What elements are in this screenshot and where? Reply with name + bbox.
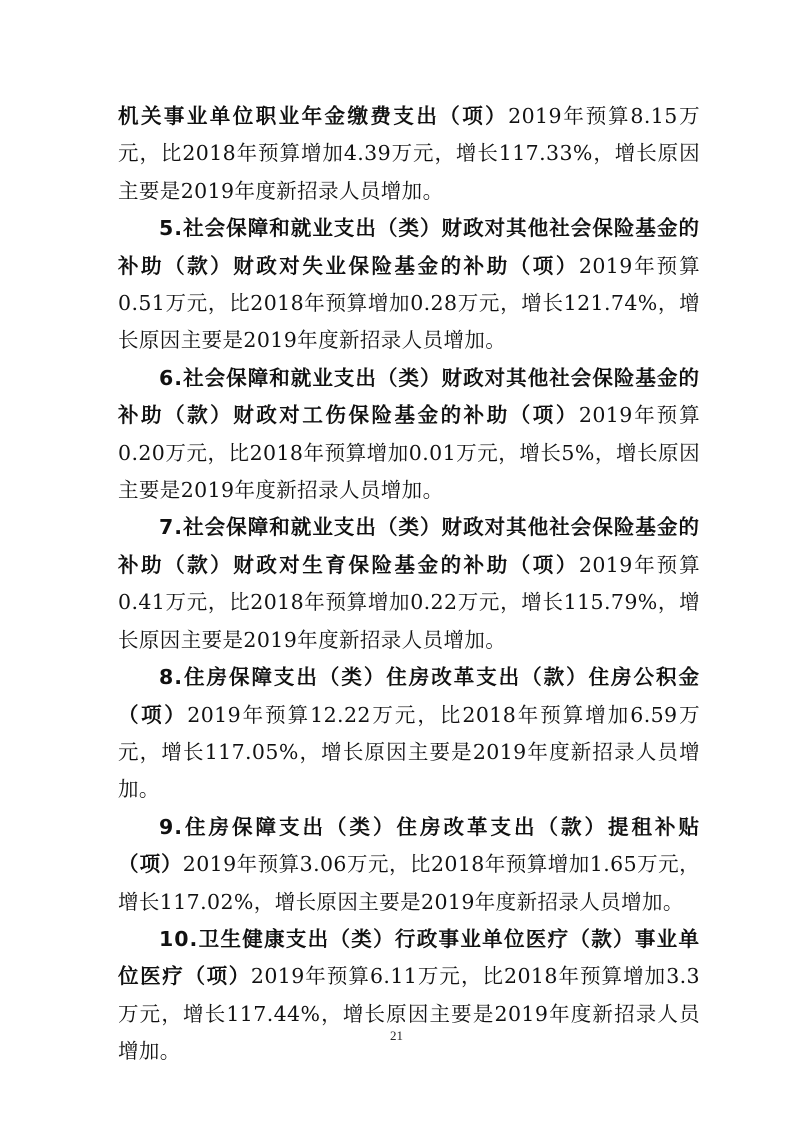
paragraph-heading: 6.社会保障和就业支出（类）财政对其他社会保险基金的补助（款）财政对工伤保险基金的补助（项） <box>118 365 700 428</box>
paragraph-item-7 <box>118 509 700 659</box>
paragraph-item-5 <box>118 210 700 360</box>
paragraph-item-10 <box>118 921 700 1071</box>
paragraph-heading: 5.社会保障和就业支出（类）财政对其他社会保险基金的补助（款）财政对失业保险基金的补助（项） <box>118 216 700 278</box>
paragraph-item-9 <box>118 809 700 921</box>
paragraph-heading: 10.卫生健康支出（类）行政事业单位医疗（款）事业单位医疗（项） <box>118 926 700 989</box>
paragraph-item-6 <box>118 360 700 510</box>
paragraph-item-8 <box>118 659 700 809</box>
paragraph-text: 2019年预算0.41万元，比2018年预算增加0.22万元，增长115.79%，增长原因主要是2019年度新招录人员增加。 <box>118 552 700 652</box>
paragraph-text: 2019年预算12.22万元，比2018年预算增加6.59万元，增长117.05%，增长原因主要是2019年度新招录人员增加。 <box>118 702 700 802</box>
paragraph-heading: 8.住房保障支出（类）住房改革支出（款）住房公积金（项） <box>118 665 700 727</box>
paragraph-text: 2019年预算3.06万元，比2018年预算增加1.65万元，增长117.02%，增长原因主要是2019年度新招录人员增加。 <box>118 852 700 914</box>
page-number: 21 <box>390 1028 403 1043</box>
paragraph-heading: 9.住房保障支出（类）住房改革支出（款）提租补贴（项） <box>118 814 700 877</box>
paragraph-text: 2019年预算0.20万元，比2018年预算增加0.01万元，增长5%，增长原因主要是2019年度新招录人员增加。 <box>118 403 700 503</box>
paragraph-heading: 机关事业单位职业年金缴费支出（项） <box>118 104 509 128</box>
paragraph-heading: 7.社会保障和就业支出（类）财政对其他社会保险基金的补助（款）财政对生育保险基金的补助（项） <box>118 515 700 577</box>
paragraph-pension-contribution <box>118 98 700 210</box>
paragraph-text: 2019年预算6.11万元，比2018年预算增加3.3万元，增长117.44%，增长原因主要是2019年度新招录人员增加。 <box>118 964 700 1064</box>
paragraph-text: 2019年预算0.51万元，比2018年预算增加0.28万元，增长121.74%，增长原因主要是2019年度新招录人员增加。 <box>118 253 700 353</box>
document-body <box>118 98 700 1071</box>
paragraph-text: 2019年预算8.15万元，比2018年预算增加4.39万元，增长117.33%，增长原因主要是2019年度新招录人员增加。 <box>118 104 701 203</box>
